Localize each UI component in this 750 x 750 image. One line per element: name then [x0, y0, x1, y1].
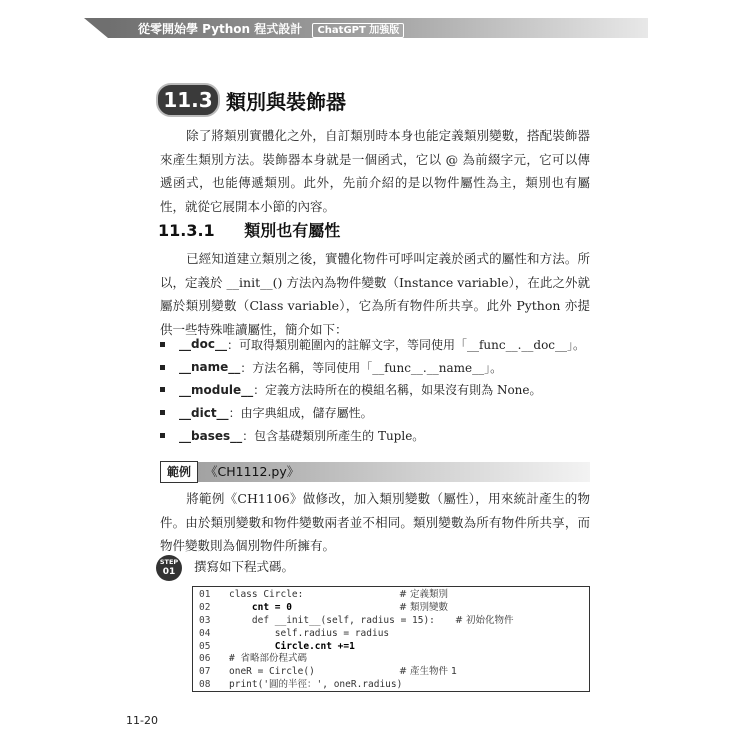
code-line — [199, 615, 589, 628]
list-item — [160, 379, 600, 402]
code-text: class Circle: — [229, 589, 304, 600]
list-item — [160, 401, 600, 424]
intro-paragraph-text: 除了將類別實體化之外，自訂類別時本身也能定義類別變數，搭配裝飾器來產生類別方法。裝飾器本身就是一個函式，它以 @ 為前綴字元，它可以傳遞函式，也能傳遞類別。此外，先前介紹的是以物件屬性為主，類別也有屬性，就從它展開本小節的內容。 — [160, 128, 590, 214]
bullet-square-icon — [160, 342, 165, 347]
code-listing — [192, 586, 590, 692]
code-comment: # 初始化物件 — [455, 614, 514, 626]
header-notch — [84, 18, 108, 38]
line-number: 04 — [199, 627, 211, 639]
step-word: STEP — [159, 558, 179, 566]
bullet-square-icon — [160, 365, 165, 370]
example-paragraph — [160, 487, 590, 558]
attribute-name: __doc__ — [179, 337, 227, 352]
code-text: self.radius = radius — [229, 627, 390, 639]
line-number: 03 — [199, 614, 211, 626]
code-line — [199, 679, 589, 692]
line-number: 05 — [199, 640, 211, 652]
subsection-title: 類別也有屬性 — [244, 221, 341, 240]
section-number-badge: 11.3 — [156, 83, 220, 117]
code-line — [199, 641, 589, 654]
code-text: # 省略部份程式碼 — [229, 653, 307, 665]
special-attributes-list — [160, 333, 600, 447]
step-instruction: 撰寫如下程式碼。 — [194, 559, 295, 574]
code-line — [199, 602, 589, 615]
code-text: print('圓的半徑：', oneR.radius) — [229, 679, 403, 691]
attributes-paragraph — [160, 247, 590, 341]
line-number: 06 — [199, 653, 211, 665]
intro-paragraph — [160, 124, 590, 218]
step-badge — [156, 555, 182, 581]
attribute-name: __name__ — [179, 360, 241, 375]
example-file-name: 《CH1112.py》 — [205, 464, 300, 479]
code-text: cnt = 0 — [229, 601, 292, 613]
code-text: Circle.cnt +=1 — [229, 640, 355, 652]
code-line — [199, 628, 589, 641]
line-number: 08 — [199, 679, 211, 691]
subsection-heading — [158, 218, 340, 241]
list-item — [160, 424, 600, 447]
edition-badge: ChatGPT 加強版 — [312, 23, 404, 38]
example-label: 範例 — [160, 461, 198, 483]
bullet-square-icon — [160, 433, 165, 438]
list-item — [160, 356, 600, 379]
attribute-description: ：可取得類別範圍內的註解文字，等同使用「__func__.__doc__」。 — [226, 337, 586, 352]
section-title: 類別與裝飾器 — [226, 90, 346, 114]
page-number: 11-20 — [126, 714, 158, 727]
attribute-name: __bases__ — [179, 428, 243, 443]
attribute-name: __module__ — [179, 382, 254, 397]
line-number: 01 — [199, 589, 211, 600]
code-comment: # 類別變數 — [399, 601, 448, 613]
attribute-description: ：定義方法時所在的模組名稱，如果沒有則為 None。 — [253, 383, 542, 398]
example-paragraph-text: 將範例《CH1106》做修改，加入類別變數（屬性），用來統計產生的物件。由於類別變數和物件變數兩者並不相同。類別變數為所有物件所共享，而物件變數則為個別物件所擁有。 — [160, 491, 590, 553]
code-comment: # 定義類別 — [399, 589, 448, 600]
step-number: 01 — [162, 567, 176, 577]
subsection-number: 11.3.1 — [158, 221, 215, 240]
attribute-name: __dict__ — [179, 405, 229, 420]
bullet-square-icon — [160, 387, 165, 392]
code-text: oneR = Circle() — [229, 666, 315, 678]
code-line — [199, 589, 589, 602]
line-number: 07 — [199, 666, 211, 678]
attribute-description: ：包含基礎類別所產生的 Tuple。 — [242, 429, 425, 444]
code-text: def __init__(self, radius = 15): — [229, 614, 435, 626]
attributes-paragraph-text: 已經知道建立類別之後，實體化物件可呼叫定義於函式的屬性和方法。所以，定義於 __init__() 方法內為物件變數（Instance variable），在此之外就屬於類別變數（Class variable），它為所有物件所共享。此外 Python 亦提供一些特殊唯讀屬性，簡介如下： — [160, 251, 590, 337]
line-number: 02 — [199, 601, 211, 613]
list-item — [160, 333, 600, 356]
code-comment: # 產生物件 1 — [399, 666, 458, 678]
book-title: 從零開始學 Python 程式設計 — [138, 22, 303, 36]
running-header-title — [138, 20, 404, 38]
code-line — [199, 666, 589, 679]
code-line — [199, 653, 589, 666]
bullet-square-icon — [160, 410, 165, 415]
attribute-description: ：由字典組成，儲存屬性。 — [228, 406, 373, 421]
attribute-description: ：方法名稱，等同使用「__func__.__name__」。 — [240, 360, 503, 375]
